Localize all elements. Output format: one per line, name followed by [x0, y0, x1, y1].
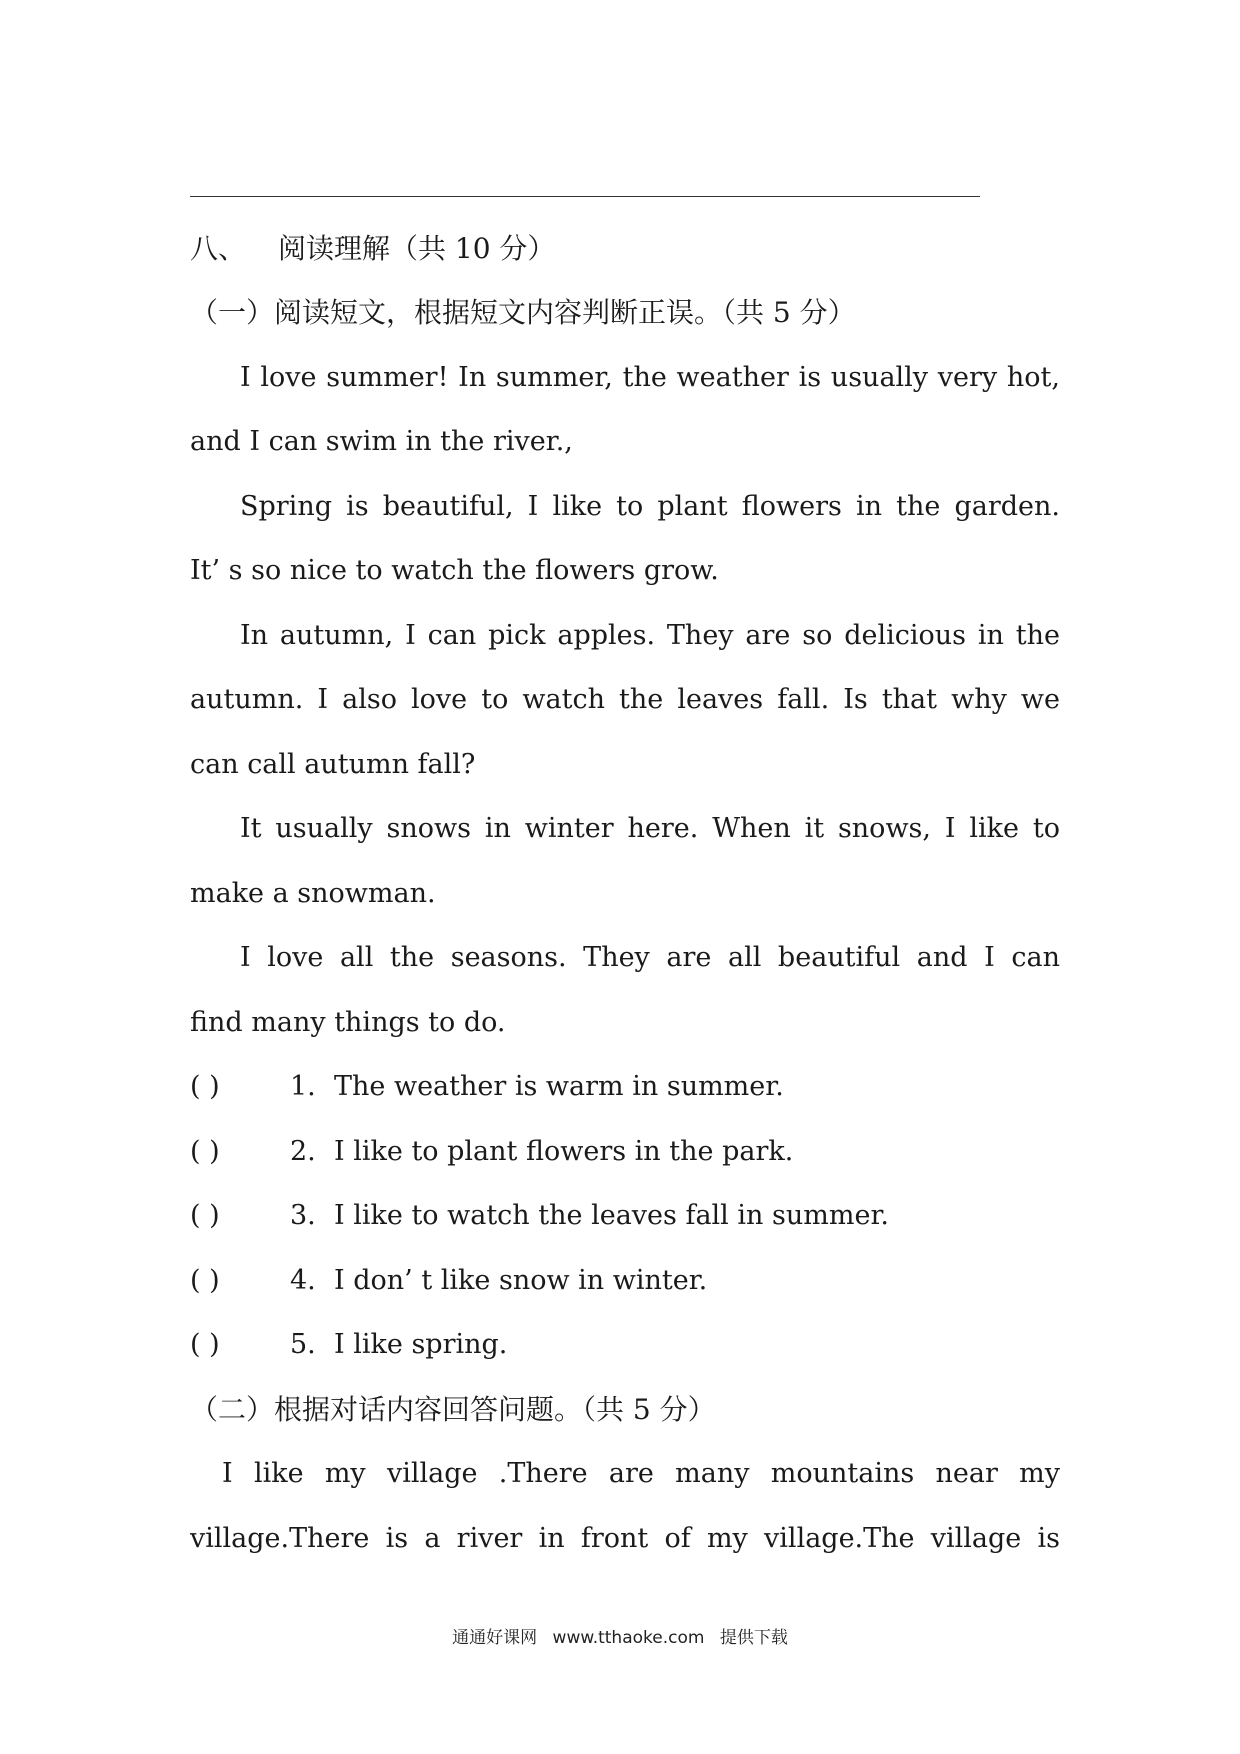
- answer-blank[interactable]: ( ): [190, 1265, 220, 1296]
- section-number: 八、: [190, 232, 247, 265]
- passage-line: I love summer! In summer, the weather is usually very hot,: [240, 362, 1060, 393]
- footer-note: 提供下载: [719, 1628, 788, 1648]
- passage-line: It’ s so nice to watch the flowers grow.: [190, 555, 719, 586]
- question-number: 4.: [290, 1265, 316, 1296]
- question-text: I like to plant flowers in the park.: [334, 1136, 794, 1167]
- question-number: 5.: [290, 1329, 316, 1360]
- footer-url[interactable]: www.tthaoke.com: [552, 1628, 705, 1648]
- passage-line: village.There is a river in front of my village.The village is: [190, 1523, 1060, 1554]
- page-footer: [0, 1623, 1240, 1648]
- answer-blank[interactable]: ( ): [190, 1329, 220, 1360]
- question-text: I like spring.: [334, 1329, 508, 1360]
- question-number: 1.: [290, 1071, 316, 1102]
- question-item: [190, 1264, 1060, 1298]
- answer-blank[interactable]: ( ): [190, 1136, 220, 1167]
- question-number: 3.: [290, 1200, 316, 1231]
- question-item: [190, 1070, 1060, 1104]
- footer-site-name: 通通好课网: [452, 1628, 538, 1648]
- passage-line: can call autumn fall?: [190, 749, 476, 780]
- passage-line: make a snowman.: [190, 878, 436, 909]
- part2-title: （二）根据对话内容回答问题。（共 5 分）: [190, 1393, 716, 1426]
- answer-blank[interactable]: ( ): [190, 1071, 220, 1102]
- question-item: [190, 1199, 1060, 1233]
- passage-line: find many things to do.: [190, 1007, 506, 1038]
- top-rule: [190, 196, 980, 197]
- passage-line: In autumn, I can pick apples. They are so delicious in the: [240, 620, 1060, 651]
- question-item: [190, 1328, 1060, 1362]
- passage-line: Spring is beautiful, I like to plant flowers in the garden.: [240, 491, 1060, 522]
- question-number: 2.: [290, 1136, 316, 1167]
- section-title: 阅读理解（共 10 分）: [278, 232, 556, 265]
- question-text: I don’ t like snow in winter.: [334, 1265, 708, 1296]
- answer-blank[interactable]: ( ): [190, 1200, 220, 1231]
- passage-line: It usually snows in winter here. When it snows, I like to: [240, 813, 1060, 844]
- part1-title: （一）阅读短文，根据短文内容判断正误。（共 5 分）: [190, 296, 856, 329]
- passage-line: autumn. I also love to watch the leaves fall. Is that why we: [190, 684, 1060, 715]
- passage-line: I like my village .There are many mountains near my: [222, 1458, 1060, 1489]
- passage-line: I love all the seasons. They are all beautiful and I can: [240, 942, 1060, 973]
- question-text: I like to watch the leaves fall in summer.: [334, 1200, 889, 1231]
- section-heading: [190, 232, 1060, 266]
- passage-line: and I can swim in the river.,: [190, 426, 573, 457]
- question-item: [190, 1135, 1060, 1169]
- question-text: The weather is warm in summer.: [334, 1071, 784, 1102]
